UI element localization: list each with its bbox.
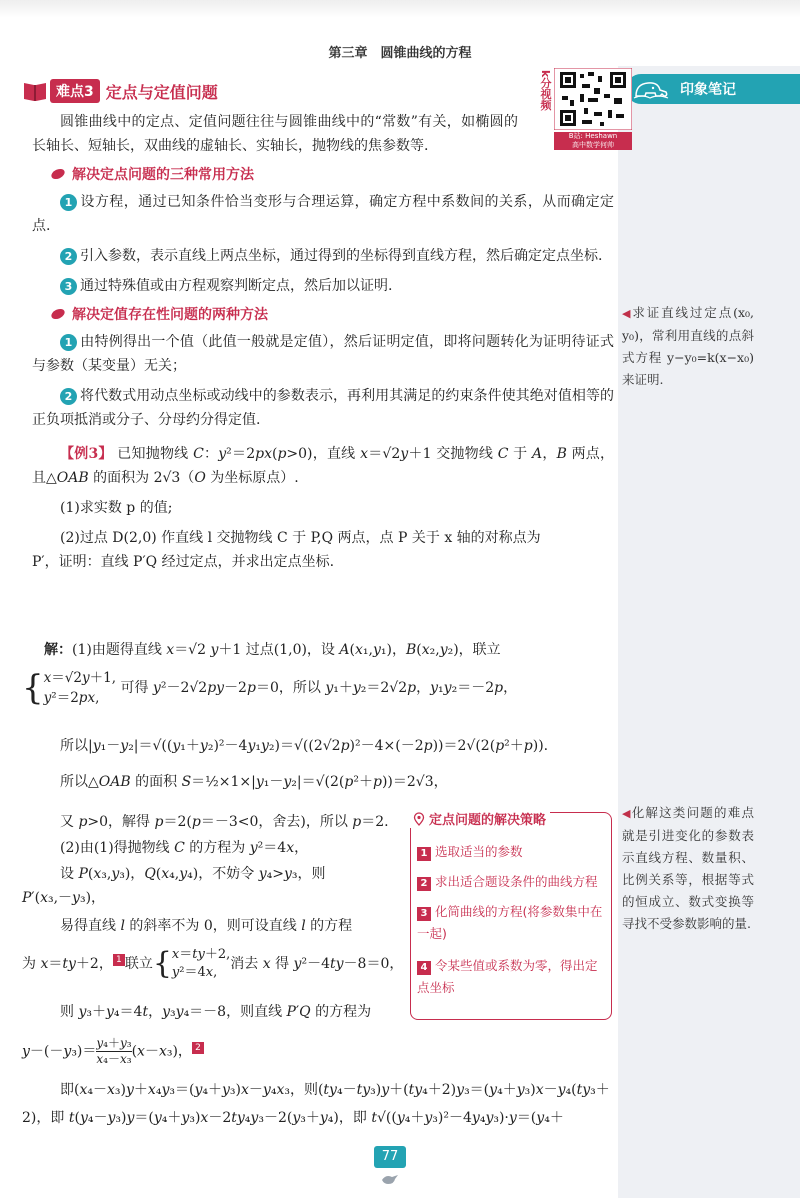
page-top-bar <box>0 0 800 18</box>
example-question-2a: (2)过点 D(2,0) 作直线 l 交抛物线 C 于 P,Q 两点，点 P 关于 x 轴的对称点为 <box>60 530 541 546</box>
triangle-icon: ◀ <box>622 807 632 820</box>
solution-line-9: 易得直线 l 的斜率不为 0，则可设直线 l 的方程 <box>60 918 353 934</box>
leaf-icon <box>50 168 66 180</box>
triangle-icon: ◀ <box>622 307 633 320</box>
qr-vertical-label: k分视频 <box>539 70 552 111</box>
section-tag: 难点3 <box>50 79 100 103</box>
page-number: 77 <box>374 1146 406 1168</box>
qr-caption: B站: Heshawn 高中数学何帅 <box>554 132 632 150</box>
solution-system: {x＝√2y＋1, y²＝2px, 可得 y²－2√2py－2p＝0，所以 y₁＋y₂＝2√2p，y₁y₂＝－2p， <box>22 668 518 708</box>
main-content <box>22 66 618 580</box>
solution-line-3: 所以|y₁－y₂|＝√((y₁＋y₂)²－4y₁y₂)＝√((2√2p)²－4×(－2p))＝2√(2(p²＋p)). <box>60 738 549 754</box>
marker-2: 2 <box>192 1042 204 1054</box>
section-heading <box>22 78 614 104</box>
solution-line-14: 2)，即 t(y₄－y₃)y＝(y₄＋y₃)x－2ty₄y₃－2(y₃＋y₄)，即 t√((y₄＋y₃)²－4y₄y₃)·y＝(y₄＋ <box>22 1110 564 1126</box>
strategy-item-2: 2 求出适合题设条件的曲线方程 <box>417 871 607 893</box>
strategy-title: 定点问题的解决策略 <box>409 809 550 828</box>
number-badge: 3 <box>60 278 77 295</box>
fixed-value-heading: 解决定值存在性问题的两种方法 <box>50 304 614 324</box>
strategy-item-3: 3 化简曲线的方程(将参数集中在一起) <box>417 904 603 941</box>
book-icon <box>22 79 48 103</box>
solution-line-12: y－(－y₃)＝ $\frac{\text{y₄＋y₃}}{\text{x₄－x₃}}$ (x－x₃)， 2 <box>22 1036 402 1067</box>
number-badge: 1 <box>60 194 77 211</box>
solution-line-8: P′(x₃,－y₃)， <box>22 890 106 906</box>
solution-line-4: 所以△OAB 的面积 S＝½×1×|y₁－y₂|＝√(2(p²＋p))＝2√3， <box>60 774 448 790</box>
example-question-1: (1)求实数 p 的值; <box>60 500 173 516</box>
pin-icon <box>413 812 425 826</box>
notes-header <box>626 74 800 104</box>
solution-line-7: 设 P(x₃,y₃)，Q(x₄,y₄)，不妨令 y₄>y₃，则 <box>60 866 326 882</box>
solution-line-1: 解：(1)由题得直线 x＝√2 y＋1 过点(1,0)，设 A(x₁,y₁)，B(x₂,y₂)，联立 <box>44 642 501 658</box>
number-badge: 4 <box>417 961 431 975</box>
side-note-1: ◀求证直线过定点(x₀, y₀)，常利用直线的点斜式方程 y−y₀=k(x−x₀)来证明. <box>622 305 754 387</box>
section-title: 定点与定值问题 <box>105 82 218 102</box>
marker-1: 1 <box>113 954 125 966</box>
qr-code-block <box>538 66 634 152</box>
strategy-box <box>410 812 612 1020</box>
number-badge: 3 <box>417 907 431 921</box>
qr-code-icon <box>554 68 632 130</box>
fixed-point-heading: 解决定点问题的三种常用方法 <box>50 164 614 184</box>
fixed-value-method-1: 1 由特例得出一个值（此值一般就是定值），然后证明定值，即将问题转化为证明待证式与参数（某变量）无关； <box>32 334 614 374</box>
example-tag: 【例3】 <box>60 446 113 462</box>
solution-line-6: (2)由(1)得抛物线 C 的方程为 y²＝4x， <box>60 840 309 856</box>
example-statement: 【例3】 已知抛物线 C：y²＝2px(p>0)，直线 x＝√2y＋1 交抛物线 C 于 A，B 两点，且△OAB 的面积为 2√3（O 为坐标原点）. <box>32 446 615 486</box>
number-badge: 2 <box>60 388 77 405</box>
solution-line-13: 即(x₄－x₃)y＋x₄y₃＝(y₄＋y₃)x－y₄x₃，则(ty₄－ty₃)y＋(ty₄＋2)y₃＝(y₄＋y₃)x－y₄(ty₃＋ <box>60 1082 610 1098</box>
solution-line-10: 为 x＝ty＋2， 1 联立{x＝ty＋2, y²＝4x,消去 x 得 y²－4ty－8＝0， <box>22 946 404 981</box>
fixed-point-method-2: 2 引入参数，表示直线上两点坐标，通过得到的坐标得到直线方程，然后确定定点坐标. <box>32 244 614 268</box>
notes-sidebar <box>618 66 800 1198</box>
solution-line-5: 又 p>0，解得 p＝2(p＝－3<0，舍去)，所以 p＝2. <box>60 814 389 830</box>
number-badge: 2 <box>60 248 77 265</box>
solution-line-11: 则 y₃＋y₄＝4t，y₃y₄＝－8，则直线 P′Q 的方程为 <box>60 1004 372 1020</box>
elephant-icon <box>632 78 670 100</box>
leaf-icon <box>50 308 66 320</box>
notes-header-label: 印象笔记 <box>680 82 736 98</box>
fixed-point-method-3: 3 通过特殊值或由方程观察判断定点，然后加以证明. <box>32 274 614 298</box>
chapter-title: 第三章 圆锥曲线的方程 <box>328 46 472 61</box>
intro-paragraph: 圆锥曲线中的定点、定值问题往往与圆锥曲线中的“常数”有关，如椭圆的长轴长、短轴长，双曲线的虚轴长、实轴长，抛物线的焦参数等. <box>32 114 518 154</box>
side-note-2: ◀化解这类问题的难点就是引进变化的参数表示直线方程、数量积、比例关系等，根据等式的恒成立、数式变换等寻找不受参数影响的量. <box>622 805 754 931</box>
number-badge: 1 <box>417 847 431 861</box>
strategy-item-1: 1 选取适当的参数 <box>417 841 607 863</box>
strategy-item-4: 4 令某些值或系数为零，得出定点坐标 <box>417 958 598 995</box>
example-question-2b: P′，证明：直线 P′Q 经过定点，并求出定点坐标. <box>32 554 335 570</box>
bird-icon <box>380 1172 400 1186</box>
fixed-value-method-2: 2 将代数式用动点坐标或动线中的参数表示，再利用其满足的约束条件使其绝对值相等的正负项抵消或分子、分母约分得定值. <box>32 388 614 428</box>
number-badge: 1 <box>60 334 77 351</box>
fixed-point-method-1: 1 设方程，通过已知条件恰当变形与合理运算，确定方程中系数间的关系，从而确定定点. <box>32 194 614 234</box>
number-badge: 2 <box>417 877 431 891</box>
